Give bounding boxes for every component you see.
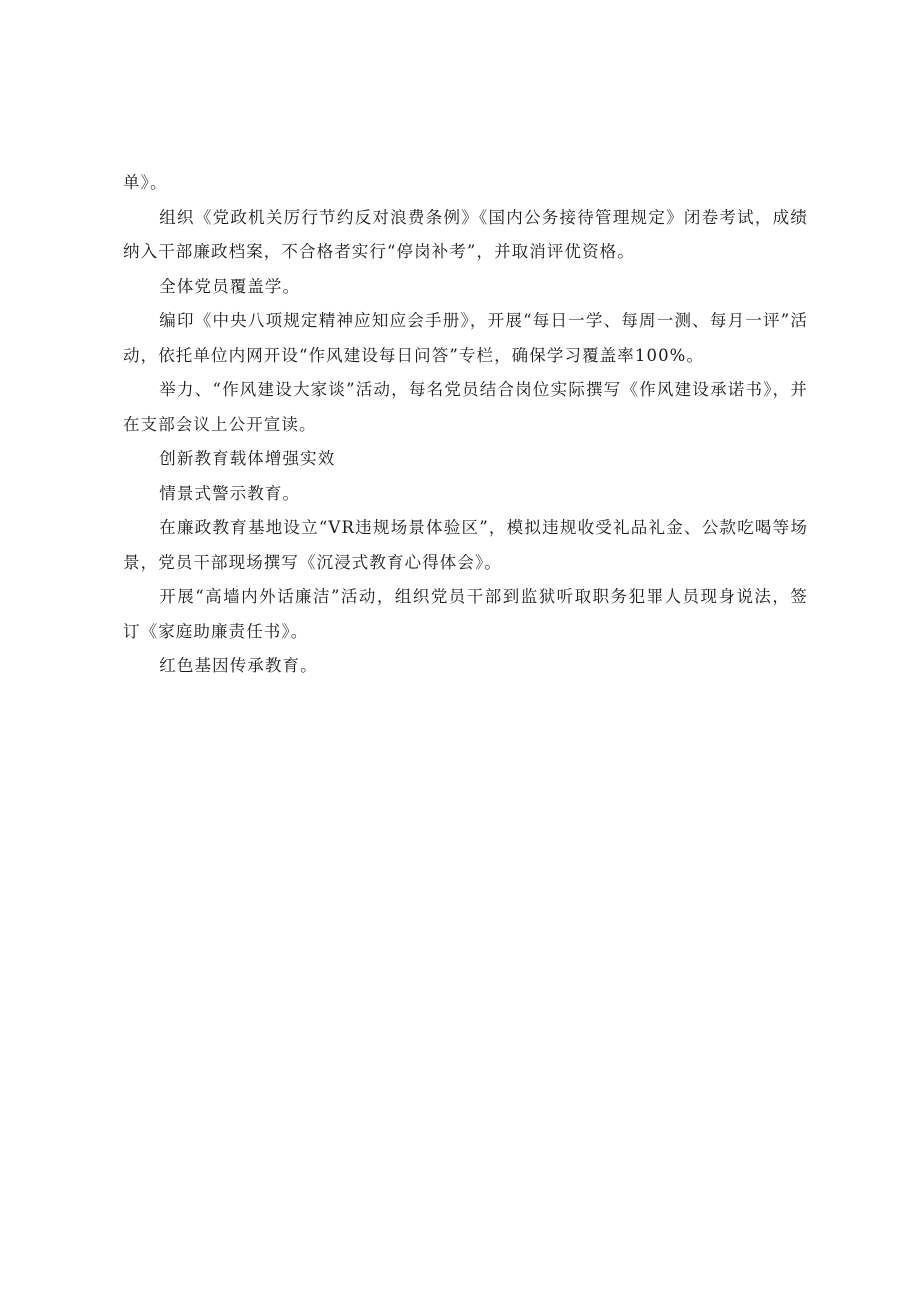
paragraph-1: 单》。 <box>123 173 168 192</box>
paragraph-8: 在廉政教育基地设立“VR违规场景体验区”，模拟违规收受礼品礼金、公款吃喝等场景，党员干部现场撰写《沉浸式教育心得体会》。 <box>123 518 808 572</box>
paragraph-9: 开展“高墙内外话廉洁”活动，组织党员干部到监狱听取职务犯罪人员现身说法，签订《家庭助廉责任书》。 <box>123 587 808 641</box>
document-body <box>123 166 808 684</box>
paragraph-4: 编印《中央八项规定精神应知应会手册》，开展“每日一学、每周一测、每月一评”活动，依托单位内网开设“作风建设每日问答”专栏，确保学习覆盖率100%。 <box>123 311 808 365</box>
paragraph-5: 举力、“作风建设大家谈”活动，每名党员结合岗位实际撰写《作风建设承诺书》，并在支部会议上公开宣读。 <box>123 380 808 434</box>
section-heading: 创新教育载体增强实效 <box>159 449 336 468</box>
paragraph-3: 全体党员覆盖学。 <box>159 276 301 296</box>
paragraph-10: 红色基因传承教育。 <box>159 656 318 675</box>
paragraph-7: 情景式警示教育。 <box>159 483 301 503</box>
paragraph-2: 组织《党政机关厉行节约反对浪费条例》《国内公务接待管理规定》闭卷考试，成绩纳入干部廉政档案，不合格者实行“停岗补考”，并取消评优资格。 <box>123 207 808 261</box>
